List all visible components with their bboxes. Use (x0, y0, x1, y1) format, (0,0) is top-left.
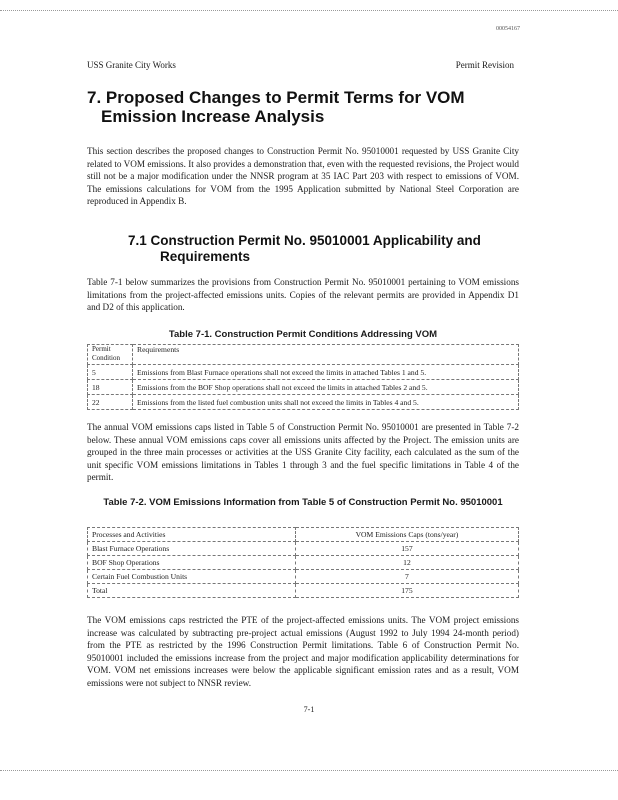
condition-cell: 22 (88, 395, 133, 410)
table-header-row (88, 528, 519, 542)
section-heading: 7. Proposed Changes to Permit Terms for VOM Emission Increase Analysis (87, 88, 465, 126)
permit-conditions-table (87, 344, 519, 410)
requirement-cell: Emissions from the listed fuel combustion units shall not exceed the limits in Tables 4 and 5. (133, 395, 519, 410)
cap-value-cell: 7 (295, 570, 518, 584)
table-row (88, 570, 519, 584)
table-row (88, 365, 519, 380)
cap-value-cell: 175 (295, 584, 518, 598)
page-number: 7-1 (303, 705, 315, 714)
vom-emissions-table (87, 527, 519, 598)
top-dotted-border (0, 10, 618, 11)
table-row (88, 542, 519, 556)
table-header-row (88, 345, 519, 365)
column-header-caps: VOM Emissions Caps (tons/year) (295, 528, 518, 542)
applicability-paragraph: Table 7-1 below summarizes the provisions from Construction Permit No. 95010001 pertaining to VOM emissions limitations from the project-affected emissions units. Copies of the relevant permits are provided in Appendix D1 and D2 of this application. (87, 277, 519, 312)
table-row (88, 380, 519, 395)
condition-cell: 5 (88, 365, 133, 380)
table-row (88, 395, 519, 410)
table-row (88, 556, 519, 570)
condition-cell: 18 (88, 380, 133, 395)
cap-value-cell: 12 (295, 556, 518, 570)
cap-value-cell: 157 (295, 542, 518, 556)
requirement-cell: Emissions from the BOF Shop operations shall not exceed the limits in attached Tables 2 and 5. (133, 380, 519, 395)
column-header-process: Processes and Activities (88, 528, 296, 542)
column-header-requirements: Requirements (133, 345, 519, 365)
process-cell: BOF Shop Operations (88, 556, 296, 570)
table-7-1-caption: Table 7-1. Construction Permit Conditions Addressing VOM (168, 329, 438, 340)
table-row-total (88, 584, 519, 598)
intro-paragraph: This section describes the proposed changes to Construction Permit No. 95010001 requested by USS Granite City related to VOM emissions. It also provides a demonstration that, even with the requested revisions, the Project would still not be a major modification under the NNSR program at 35 IAC Part 203 with respect to emissions of VOM. The emissions calculations for VOM from the 1995 Application submitted by National Steel Corporation are reproduced in Appendix B. (87, 146, 519, 206)
process-cell: Total (88, 584, 296, 598)
subsection-heading: 7.1 Construction Permit No. 95010001 Applicability and Requirements (128, 233, 481, 264)
header-doc-type: Permit Revision (455, 60, 514, 70)
emission-caps-paragraph: The annual VOM emissions caps listed in Table 5 of Construction Permit No. 95010001 are presented in Table 7-2 below. These annual VOM emissions caps cover all emissions units affected by the Project. The emission units are grouped in the three main processes or activities at the USS Granite City facility, each calculated as the sum of the unit specific VOM emissions limitations in Tables 1 through 3 and the fuel specific limitations in Table 4 of the permit. (87, 422, 519, 482)
process-cell: Certain Fuel Combustion Units (88, 570, 296, 584)
bottom-dotted-border (0, 770, 618, 771)
process-cell: Blast Furnace Operations (88, 542, 296, 556)
header-facility: USS Granite City Works (87, 60, 176, 70)
column-header-condition: Permit Condition (88, 345, 133, 365)
pte-paragraph: The VOM emissions caps restricted the PTE of the project-affected emissions units. The VOM project emissions increase was calculated by subtracting pre-project actual emissions (August 1992 to July 1994 24-month period) from the PTE as restricted by the 1996 Construction Permit limitations. Table 6 of Construction Permit No. 95010001 included the emissions increase from the project and major modification applicability determinations for VOM. VOM net emissions increases were below the applicable significant emission rates and as a result, VOM emissions were not subject to NNSR review. (87, 615, 519, 688)
table-7-2-caption: Table 7-2. VOM Emissions Information from Table 5 of Construction Permit No. 95010001 (103, 497, 503, 508)
document-number: 00054167 (496, 26, 520, 32)
requirement-cell: Emissions from Blast Furnace operations shall not exceed the limits in attached Tables 1 and 5. (133, 365, 519, 380)
